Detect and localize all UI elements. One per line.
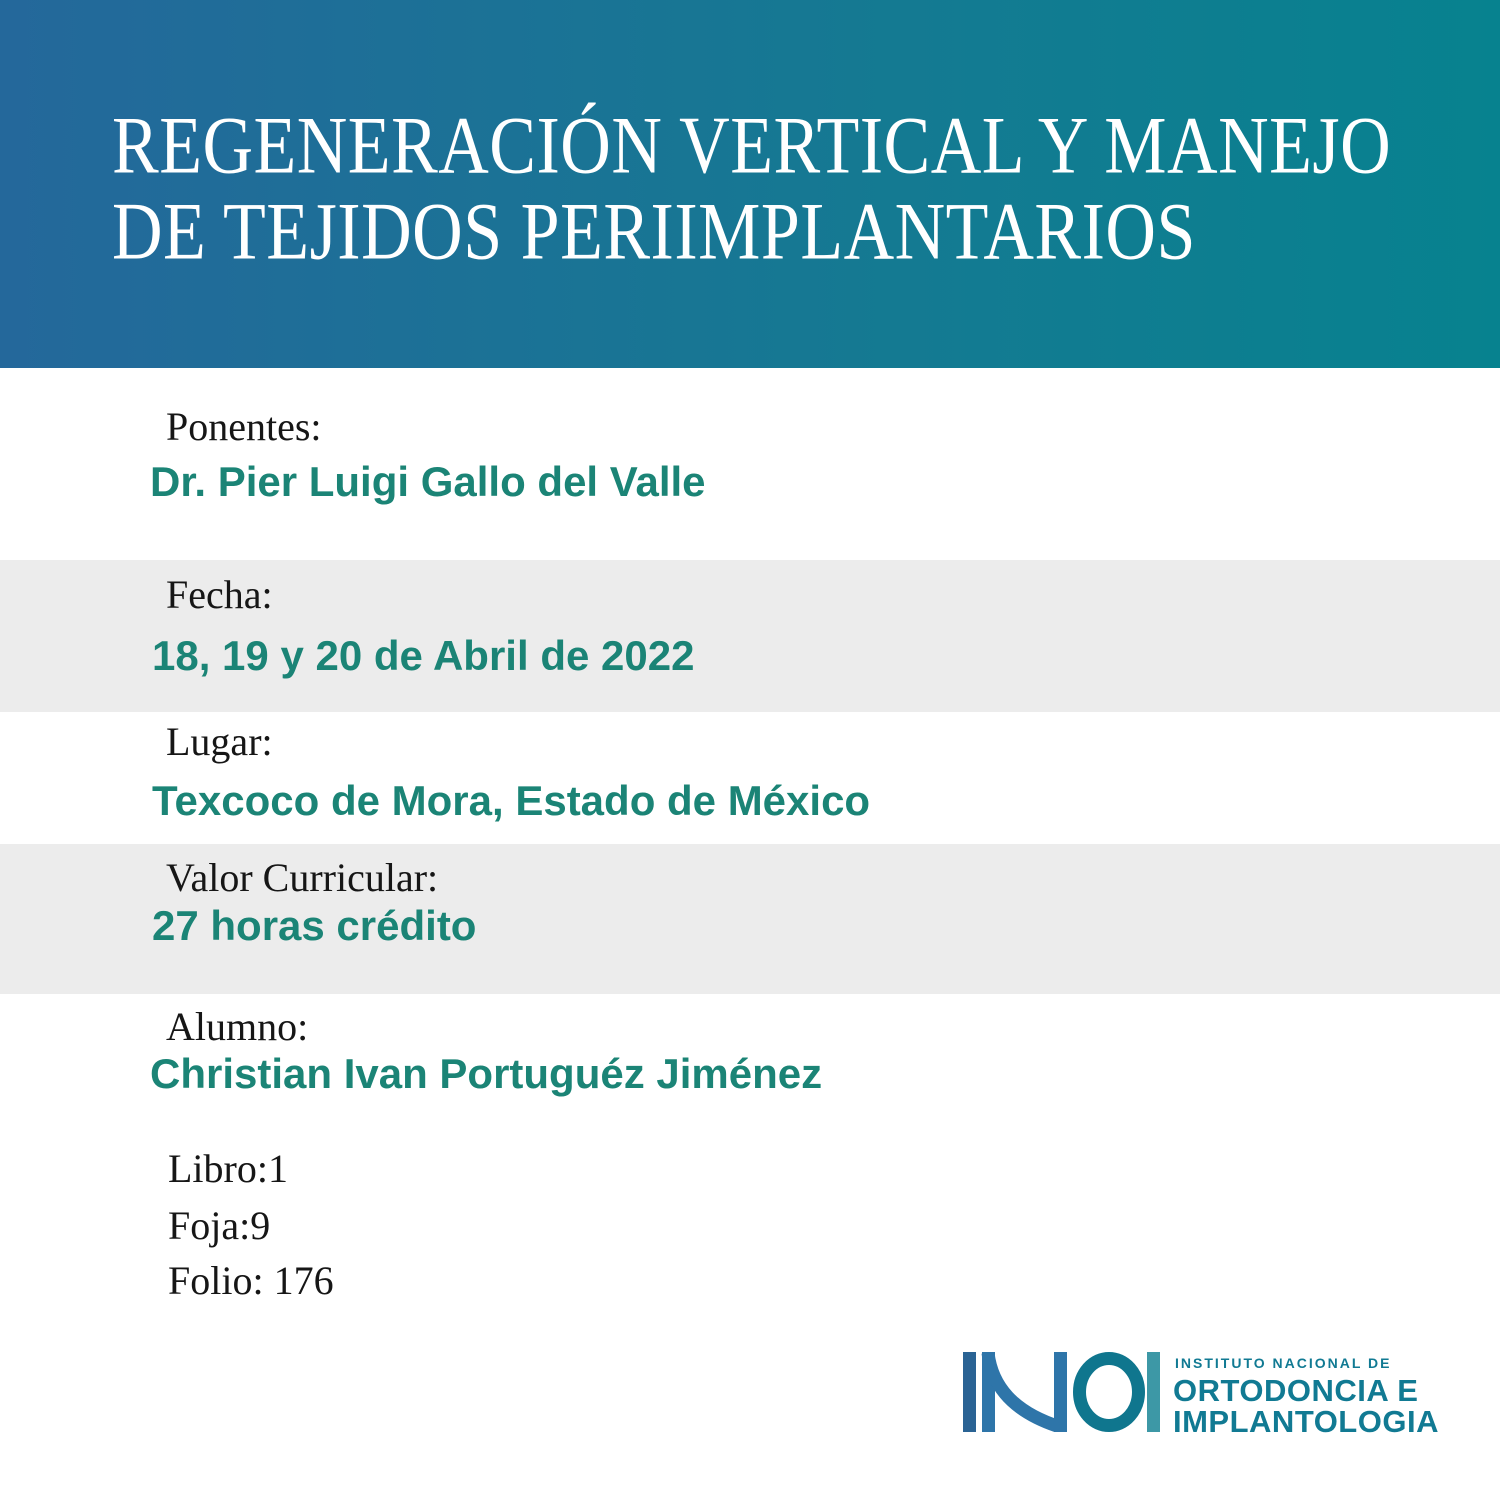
alumno-value: Christian Ivan Portuguéz Jiménez bbox=[150, 1050, 823, 1097]
logo-ortodoncia-line: ORTODONCIA E bbox=[1173, 1373, 1419, 1408]
valor-curricular-value: 27 horas crédito bbox=[152, 902, 477, 949]
course-title-line1: REGENERACIÓN VERTICAL Y MANEJO bbox=[112, 101, 1392, 191]
logo-implantologia-line: IMPLANTOLOGIA bbox=[1173, 1404, 1439, 1439]
logo-institute-line: INSTITUTO NACIONAL DE bbox=[1175, 1355, 1392, 1371]
fecha-label: Fecha: bbox=[166, 572, 273, 617]
lugar-value: Texcoco de Mora, Estado de México bbox=[152, 777, 871, 824]
lugar-label: Lugar: bbox=[166, 719, 273, 764]
fecha-value: 18, 19 y 20 de Abril de 2022 bbox=[152, 632, 695, 679]
ponentes-value: Dr. Pier Luigi Gallo del Valle bbox=[150, 458, 706, 505]
alumno-label: Alumno: bbox=[166, 1004, 309, 1049]
inoi-logo-text bbox=[1173, 1352, 1439, 1437]
course-title bbox=[112, 101, 1392, 277]
header-banner bbox=[0, 0, 1500, 368]
registro-libro: Libro:1 bbox=[168, 1146, 288, 1191]
valor-curricular-label: Valor Curricular: bbox=[166, 855, 439, 900]
inoi-logo-icon bbox=[963, 1352, 1160, 1432]
course-title-line2: DE TEJIDOS PERIIMPLANTARIOS bbox=[112, 186, 1196, 277]
registro-folio: Folio: 176 bbox=[168, 1258, 334, 1303]
inoi-logo bbox=[963, 1352, 1439, 1437]
registro-foja: Foja:9 bbox=[168, 1203, 271, 1248]
ponentes-label: Ponentes: bbox=[166, 404, 322, 449]
